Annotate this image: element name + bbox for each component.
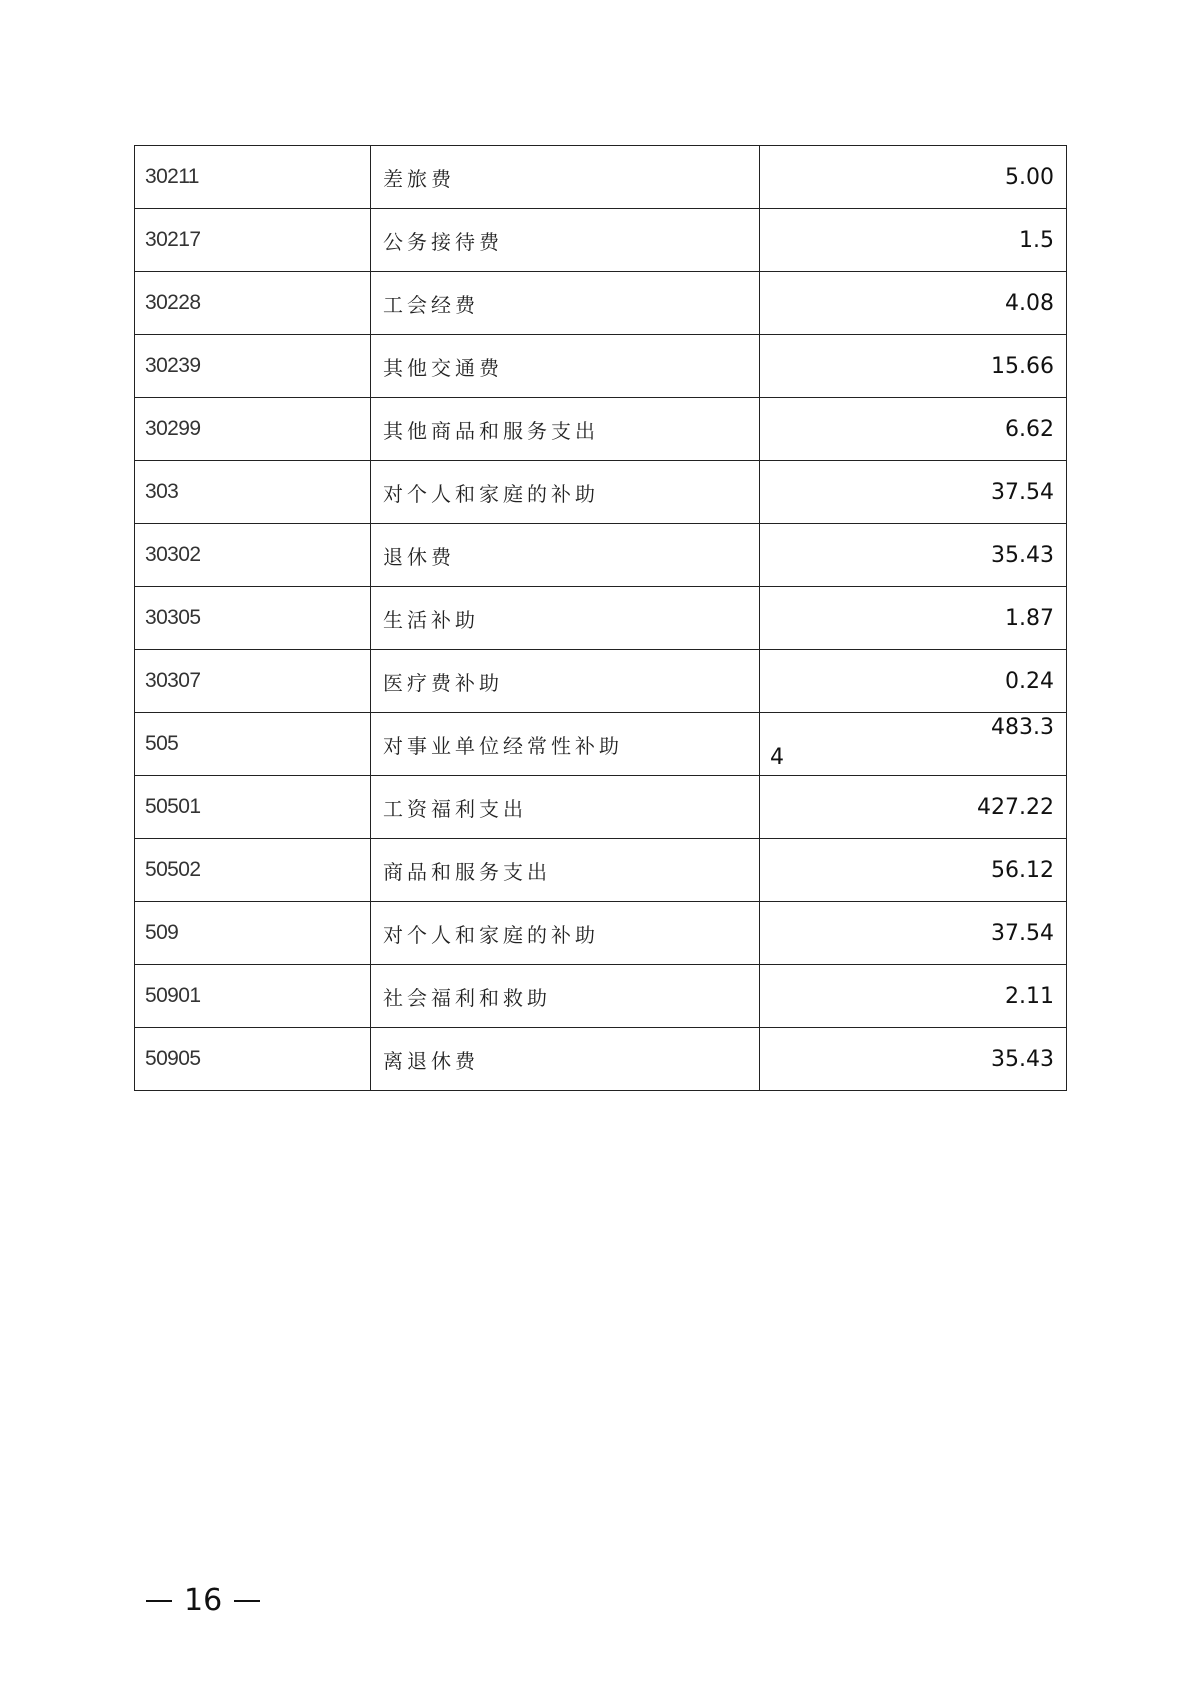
subject-code-cell: 303 <box>135 461 371 524</box>
table-row <box>135 713 1067 776</box>
subject-code-cell: 30305 <box>135 587 371 650</box>
subject-code-cell: 50501 <box>135 776 371 839</box>
footer-dash-left <box>146 1600 172 1602</box>
subject-name-cell: 离退休费 <box>371 1028 760 1091</box>
amount-cell: 0.24 <box>760 650 1067 713</box>
amount-cell: 1.87 <box>760 587 1067 650</box>
amount-cell: 4.08 <box>760 272 1067 335</box>
subject-name-cell: 对事业单位经常性补助 <box>371 713 760 776</box>
subject-code-cell: 30239 <box>135 335 371 398</box>
subject-name-cell: 社会福利和救助 <box>371 965 760 1028</box>
table-row <box>135 650 1067 713</box>
amount-cell: 56.12 <box>760 839 1067 902</box>
subject-code-cell: 30299 <box>135 398 371 461</box>
subject-name-cell: 对个人和家庭的补助 <box>371 461 760 524</box>
subject-name-cell: 生活补助 <box>371 587 760 650</box>
subject-code-cell: 505 <box>135 713 371 776</box>
amount-cell: 35.43 <box>760 524 1067 587</box>
subject-code-cell: 50901 <box>135 965 371 1028</box>
subject-name-cell: 对个人和家庭的补助 <box>371 902 760 965</box>
table-row <box>135 902 1067 965</box>
table-row <box>135 776 1067 839</box>
amount-cell: 37.54 <box>760 902 1067 965</box>
amount-wrapped-line-2: 4 <box>770 745 784 770</box>
subject-code-cell: 50502 <box>135 839 371 902</box>
amount-cell: 1.5 <box>760 209 1067 272</box>
subject-code-cell: 30211 <box>135 146 371 209</box>
subject-code-cell: 30217 <box>135 209 371 272</box>
table-row <box>135 398 1067 461</box>
amount-cell: 35.43 <box>760 1028 1067 1091</box>
subject-name-cell: 退休费 <box>371 524 760 587</box>
table-row <box>135 461 1067 524</box>
subject-code-cell: 50905 <box>135 1028 371 1091</box>
amount-cell: 15.66 <box>760 335 1067 398</box>
amount-cell <box>760 713 1067 776</box>
footer-dash-right <box>234 1600 260 1602</box>
amount-cell: 5.00 <box>760 146 1067 209</box>
amount-cell: 37.54 <box>760 461 1067 524</box>
amount-wrapped-line-1: 483.3 <box>991 715 1054 740</box>
table-row <box>135 839 1067 902</box>
subject-code-cell: 509 <box>135 902 371 965</box>
amount-cell: 6.62 <box>760 398 1067 461</box>
table-row <box>135 965 1067 1028</box>
page-number: 16 <box>184 1583 223 1618</box>
table-row <box>135 1028 1067 1091</box>
subject-name-cell: 工会经费 <box>371 272 760 335</box>
subject-name-cell: 工资福利支出 <box>371 776 760 839</box>
table-row <box>135 209 1067 272</box>
subject-code-cell: 30307 <box>135 650 371 713</box>
table-row <box>135 587 1067 650</box>
subject-name-cell: 商品和服务支出 <box>371 839 760 902</box>
table-row <box>135 146 1067 209</box>
subject-name-cell: 其他商品和服务支出 <box>371 398 760 461</box>
table-row <box>135 272 1067 335</box>
budget-expenditure-table <box>134 145 1067 1091</box>
subject-code-cell: 30228 <box>135 272 371 335</box>
amount-cell: 427.22 <box>760 776 1067 839</box>
table-row <box>135 524 1067 587</box>
subject-name-cell: 差旅费 <box>371 146 760 209</box>
page-footer <box>146 1583 260 1618</box>
subject-name-cell: 公务接待费 <box>371 209 760 272</box>
subject-name-cell: 医疗费补助 <box>371 650 760 713</box>
table-row <box>135 335 1067 398</box>
subject-code-cell: 30302 <box>135 524 371 587</box>
subject-name-cell: 其他交通费 <box>371 335 760 398</box>
amount-cell: 2.11 <box>760 965 1067 1028</box>
